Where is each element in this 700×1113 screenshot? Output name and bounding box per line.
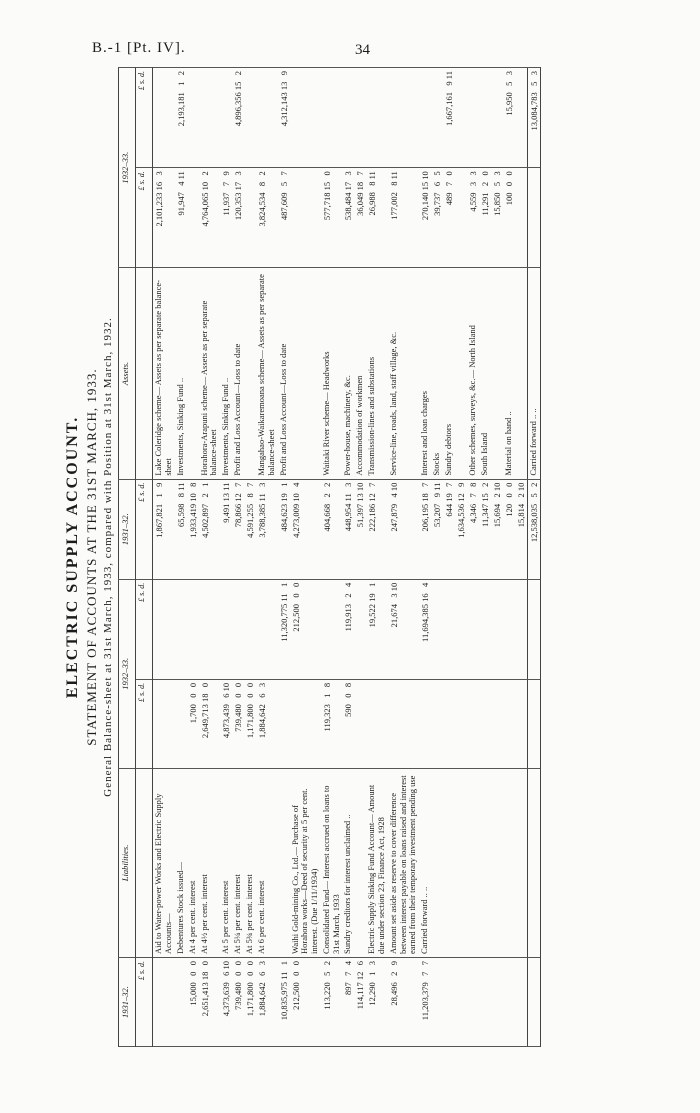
asset-1932-detail: 577,718 15 0	[321, 167, 343, 267]
empty-cell	[479, 579, 491, 679]
asset-label: Profit and Loss Account—Loss to date	[278, 267, 290, 478]
table-row	[419, 67, 431, 1046]
empty-cell	[443, 957, 455, 1046]
table-row	[199, 67, 221, 1046]
table-row	[244, 67, 256, 1046]
empty-cell	[467, 957, 479, 1046]
asset-1931-value: 53,207 9 11	[431, 479, 443, 579]
asset-1932-total	[220, 67, 232, 167]
unit-label: £ s. d.	[136, 67, 153, 167]
document-subtitle: STATEMENT OF ACCOUNTS AT THE 31ST MARCH, 1933.	[84, 367, 99, 746]
asset-1932-total	[419, 67, 431, 167]
liability-1931-value: 10,835,975 11 1	[278, 957, 290, 1046]
asset-1932-detail: 489 7 0	[443, 167, 455, 267]
empty-cell	[503, 679, 515, 768]
asset-1932-detail: 11,291 2 0	[479, 167, 491, 267]
empty-cell	[515, 957, 528, 1046]
asset-1931-value: 4,502,897 2 1	[199, 479, 221, 579]
liability-1932-total	[232, 579, 244, 679]
asset-1932-total	[187, 67, 199, 167]
col-asset-1931: 1931–32.	[119, 479, 136, 579]
asset-label: Horahora-Arapuni scheme— Assets as per separate balance-sheet	[199, 267, 221, 478]
asset-label: Mangahao-Waikaremoana scheme— Assets as per separate balance-sheet	[256, 267, 278, 478]
asset-1931-value: 1,867,821 1 9	[153, 479, 175, 579]
asset-label: Waitaki River scheme— Headworks	[321, 267, 343, 478]
empty-cell	[515, 768, 528, 957]
asset-1932-detail	[455, 167, 467, 267]
liability-1932-total	[256, 579, 278, 679]
liability-1932-total: 11,320,775 11 1	[278, 579, 290, 679]
liability-label: Aid to Water-power Works and Electric Supply Accounts—	[153, 768, 175, 957]
liability-1932-total	[175, 579, 187, 679]
col-asset-1932: 1932–33.	[119, 67, 136, 267]
asset-1932-total	[256, 67, 278, 167]
table-row	[431, 67, 443, 1046]
asset-label: Stocks	[431, 267, 443, 478]
asset-1932-total	[479, 67, 491, 167]
liability-label: Debentures Stock issued—	[175, 768, 187, 957]
liability-1932-total	[153, 579, 175, 679]
table-row	[515, 67, 528, 1046]
empty-cell	[528, 679, 541, 768]
col-assets: Assets.	[119, 267, 136, 478]
liability-1932-detail: 739,480 0 0	[232, 679, 244, 768]
liability-1932-detail: 119,323 1 8	[321, 679, 343, 768]
asset-label: Power-house, machinery, &c.	[342, 267, 354, 478]
asset-1931-value: 222,186 12 7	[366, 479, 388, 579]
liability-1931-value: 114,117 12 6	[354, 957, 366, 1046]
liability-1932-total: 19,522 19 1	[366, 579, 388, 679]
liability-label: At 6 per cent. interest	[256, 768, 278, 957]
liability-1931-value: 2,651,413 18 0	[199, 957, 221, 1046]
asset-label: Investments, Sinking Fund ..	[220, 267, 232, 478]
asset-label: Service-line, roads, land, staff village, &c.	[388, 267, 419, 478]
empty-cell	[515, 679, 528, 768]
asset-1932-total	[366, 67, 388, 167]
asset-1931-value: 11,347 15 2	[479, 479, 491, 579]
asset-1931-value: 644 19 7	[443, 479, 455, 579]
table-row	[443, 67, 455, 1046]
asset-1932-total	[153, 67, 175, 167]
asset-1931-value: 51,397 13 10	[354, 479, 366, 579]
asset-1931-value: 404,668 2 2	[321, 479, 343, 579]
asset-label: Accommodation of workmen	[354, 267, 366, 478]
asset-1932-detail	[528, 167, 541, 267]
empty-cell	[491, 768, 503, 957]
units-row	[136, 67, 153, 1046]
asset-1932-detail: 11,937 7 9	[220, 167, 232, 267]
liability-label: At 5 per cent. interest	[220, 768, 232, 957]
empty-cell	[443, 579, 455, 679]
asset-1931-value: 448,954 11 3	[342, 479, 354, 579]
table-row	[491, 67, 503, 1046]
asset-label	[491, 267, 503, 478]
table-row	[366, 67, 388, 1046]
asset-1932-detail: 4,559 3 3	[467, 167, 479, 267]
empty-cell	[528, 957, 541, 1046]
asset-label: Other schemes, surveys, &c.— North Island	[467, 267, 479, 478]
liability-1932-detail	[366, 679, 388, 768]
liability-1931-value: 12,290 1 3	[366, 957, 388, 1046]
table-row	[153, 67, 175, 1046]
asset-label: Material on hand ..	[503, 267, 515, 478]
liability-1932-total	[220, 579, 232, 679]
asset-label: Carried forward .. ..	[528, 267, 541, 478]
table-row	[321, 67, 343, 1046]
document-subtitle-2: General Balance-sheet at 31st March, 1933, compared with Position at 31st March, 1932.	[102, 316, 114, 797]
asset-1932-detail: 487,609 5 7	[278, 167, 290, 267]
asset-1932-total: 15,950 5 3	[503, 67, 515, 167]
asset-1932-total: 4,896,356 15 2	[232, 67, 244, 167]
page-reference: B.-1 [Pt. IV].	[92, 40, 186, 56]
empty-cell	[431, 768, 443, 957]
liability-1932-total: 212,500 0 0	[290, 579, 321, 679]
table-row	[220, 67, 232, 1046]
asset-1931-value: 4,346 7 8	[467, 479, 479, 579]
unit-label: £ s. d.	[136, 479, 153, 579]
asset-1932-total	[491, 67, 503, 167]
liability-1932-detail	[290, 679, 321, 768]
liability-label: Consolidated Fund— Interest accrued on loans to 31st March, 1933	[321, 768, 343, 957]
liability-label	[278, 768, 290, 957]
liability-1932-detail	[175, 679, 187, 768]
liability-1932-detail	[354, 679, 366, 768]
asset-1932-detail: 3,824,534 8 2	[256, 167, 278, 267]
table-header-row	[119, 67, 136, 1046]
asset-1932-total: 4,312,143 13 9	[278, 67, 290, 167]
table-row	[455, 67, 467, 1046]
asset-label: Sundry debtors	[443, 267, 455, 478]
asset-1932-total: 2,193,181 1 2	[175, 67, 187, 167]
liability-label: At 4 per cent. interest	[187, 768, 199, 957]
liability-1932-total	[354, 579, 366, 679]
asset-label: Transmission-lines and substations	[366, 267, 388, 478]
table-row	[503, 67, 515, 1046]
empty-cell	[455, 579, 467, 679]
empty-cell	[455, 768, 467, 957]
asset-1932-total	[199, 67, 221, 167]
liability-1931-value: 4,373,639 6 10	[220, 957, 232, 1046]
liability-1931-value: 212,500 0 0	[290, 957, 321, 1046]
liability-label: Sundry creditors for interest unclaimed ..	[342, 768, 354, 957]
liability-label: At 4½ per cent. interest	[199, 768, 221, 957]
asset-1932-total: 13,084,783 5 3	[528, 67, 541, 167]
empty-cell	[503, 768, 515, 957]
asset-1931-value: 4,591,255 8 7	[244, 479, 256, 579]
asset-1932-total	[244, 67, 256, 167]
empty-cell	[455, 679, 467, 768]
liability-1931-value	[175, 957, 187, 1046]
table-row	[467, 67, 479, 1046]
liability-label: Amount set aside as reserve to cover difference between interest payable on loans raised and interest earned from their temporary investment pending use	[388, 768, 419, 957]
unit-label: £ s. d.	[136, 957, 153, 1046]
asset-1932-total	[455, 67, 467, 167]
liability-label: At 5¼ per cent. interest	[232, 768, 244, 957]
asset-1932-detail	[244, 167, 256, 267]
liability-1932-detail	[388, 679, 419, 768]
table-row	[354, 67, 366, 1046]
asset-1931-value: 65,598 8 11	[175, 479, 187, 579]
asset-1932-detail: 120,353 17 3	[232, 167, 244, 267]
liability-1932-total	[199, 579, 221, 679]
liability-label	[354, 768, 366, 957]
empty-cell	[467, 768, 479, 957]
liability-1931-value: 1,171,800 0 0	[244, 957, 256, 1046]
asset-1931-value: 12,538,035 5 2	[528, 479, 541, 579]
asset-1932-detail: 100 0 0	[503, 167, 515, 267]
asset-label: Investments, Sinking Fund ..	[175, 267, 187, 478]
liability-1932-total	[187, 579, 199, 679]
asset-1932-detail: 2,101,233 16 3	[153, 167, 175, 267]
rotated-document	[60, 67, 640, 1047]
asset-label: Interest and loan charges	[419, 267, 431, 478]
asset-1932-detail: 177,002 8 11	[388, 167, 419, 267]
asset-1932-detail: 39,737 6 5	[431, 167, 443, 267]
asset-1932-total	[290, 67, 321, 167]
table-row	[175, 67, 187, 1046]
liability-1931-value: 739,480 0 0	[232, 957, 244, 1046]
table-row	[479, 67, 491, 1046]
asset-1932-total	[431, 67, 443, 167]
liability-1931-value: 11,203,379 7 7	[419, 957, 431, 1046]
liability-1932-total	[244, 579, 256, 679]
asset-1931-value: 15,694 2 10	[491, 479, 503, 579]
asset-1931-value: 120 0 0	[503, 479, 515, 579]
liability-1932-detail	[278, 679, 290, 768]
asset-label	[455, 267, 467, 478]
balance-sheet-table	[118, 67, 541, 1047]
asset-1932-detail: 270,140 15 10	[419, 167, 431, 267]
asset-1931-value: 15,814 2 10	[515, 479, 528, 579]
asset-1931-value: 3,788,385 11 3	[256, 479, 278, 579]
empty-cell	[479, 768, 491, 957]
liability-1931-value: 897 7 4	[342, 957, 354, 1046]
empty-cell	[443, 768, 455, 957]
col-liabilities: Liabilities.	[119, 768, 136, 957]
table-row	[342, 67, 354, 1046]
table-row	[290, 67, 321, 1046]
table-row	[388, 67, 419, 1046]
asset-1932-detail: 4,764,065 10 2	[199, 167, 221, 267]
table-row	[528, 67, 541, 1046]
asset-1931-value: 1,634,536 12 9	[455, 479, 467, 579]
empty-cell	[467, 679, 479, 768]
liability-label: Electric Supply Sinking Fund Account— Amount due under section 23, Finance Act, 1928	[366, 768, 388, 957]
liability-1931-value	[153, 957, 175, 1046]
asset-1932-detail: 26,988 8 11	[366, 167, 388, 267]
asset-1931-value: 9,491 13 11	[220, 479, 232, 579]
empty-cell	[443, 679, 455, 768]
unit-label: £ s. d.	[136, 167, 153, 267]
asset-1932-detail: 36,049 18 7	[354, 167, 366, 267]
asset-1932-detail	[515, 167, 528, 267]
empty-cell	[491, 957, 503, 1046]
empty-cell	[479, 679, 491, 768]
liability-1932-detail: 4,873,439 6 10	[220, 679, 232, 768]
empty-cell	[431, 679, 443, 768]
asset-label: South Island	[479, 267, 491, 478]
page-number: 34	[355, 42, 370, 58]
asset-1931-value: 484,623 19 1	[278, 479, 290, 579]
liability-1931-value: 15,000 0 0	[187, 957, 199, 1046]
asset-1931-value: 4,273,009 10 4	[290, 479, 321, 579]
liability-label: Carried forward .. ..	[419, 768, 431, 957]
liability-label: Waihi Gold-mining Co., Ltd.— Purchase of Horahora works—Deed of security at 5 per cent. interest. (Due 1/11/1934)	[290, 768, 321, 957]
asset-1932-total	[354, 67, 366, 167]
asset-label	[244, 267, 256, 478]
liability-1931-value: 113,220 5 2	[321, 957, 343, 1046]
empty-cell	[491, 679, 503, 768]
asset-1932-total	[388, 67, 419, 167]
liability-1932-detail	[153, 679, 175, 768]
asset-1931-value: 78,866 12 7	[232, 479, 244, 579]
liability-1932-total: 119,913 2 4	[342, 579, 354, 679]
col-liab-1931: 1931–32.	[119, 957, 136, 1046]
unit-label: £ s. d.	[136, 679, 153, 768]
empty-cell	[503, 579, 515, 679]
liability-1932-detail: 1,171,800 0 0	[244, 679, 256, 768]
liability-1931-value: 28,496 2 9	[388, 957, 419, 1046]
asset-label	[290, 267, 321, 478]
asset-1932-detail	[187, 167, 199, 267]
table-row	[256, 67, 278, 1046]
empty-cell	[467, 579, 479, 679]
col-liab-1932: 1932–33.	[119, 579, 136, 768]
asset-label: Profit and Loss Account—Loss to date	[232, 267, 244, 478]
table-row	[278, 67, 290, 1046]
asset-1931-value: 206,195 18 7	[419, 479, 431, 579]
asset-1931-value: 1,933,419 10 8	[187, 479, 199, 579]
liability-label: At 5¾ per cent. interest	[244, 768, 256, 957]
liability-1932-detail: 1,884,642 6 3	[256, 679, 278, 768]
document-title: ELECTRIC SUPPLY ACCOUNT.	[64, 415, 81, 698]
asset-1932-detail: 538,484 17 3	[342, 167, 354, 267]
empty-cell	[431, 579, 443, 679]
asset-1932-total	[515, 67, 528, 167]
asset-label: Lake Coleridge scheme— Assets as per separate balance-sheet	[153, 267, 175, 478]
liability-1932-total	[321, 579, 343, 679]
asset-label	[187, 267, 199, 478]
empty-cell	[528, 579, 541, 679]
asset-1932-total	[342, 67, 354, 167]
asset-1932-total	[467, 67, 479, 167]
empty-cell	[528, 768, 541, 957]
liability-1932-total: 11,694,385 16 4	[419, 579, 431, 679]
empty-cell	[515, 579, 528, 679]
asset-1932-total	[321, 67, 343, 167]
liability-1931-value: 1,884,642 6 3	[256, 957, 278, 1046]
asset-label	[515, 267, 528, 478]
empty-cell	[455, 957, 467, 1046]
asset-1931-value: 247,879 4 10	[388, 479, 419, 579]
empty-cell	[479, 957, 491, 1046]
liability-1932-detail	[419, 679, 431, 768]
asset-1932-detail: 91,947 4 11	[175, 167, 187, 267]
liability-1932-detail: 590 0 8	[342, 679, 354, 768]
empty-cell	[491, 579, 503, 679]
liability-1932-detail: 1,700 0 0	[187, 679, 199, 768]
asset-1932-detail: 15,850 5 3	[491, 167, 503, 267]
empty-cell	[503, 957, 515, 1046]
liability-1932-total: 21,674 3 10	[388, 579, 419, 679]
liability-1932-detail: 2,649,713 18 0	[199, 679, 221, 768]
unit-label: £ s. d.	[136, 579, 153, 679]
table-row	[187, 67, 199, 1046]
asset-1932-total: 1,667,161 9 11	[443, 67, 455, 167]
asset-1932-detail	[290, 167, 321, 267]
empty-cell	[431, 957, 443, 1046]
table-row	[232, 67, 244, 1046]
